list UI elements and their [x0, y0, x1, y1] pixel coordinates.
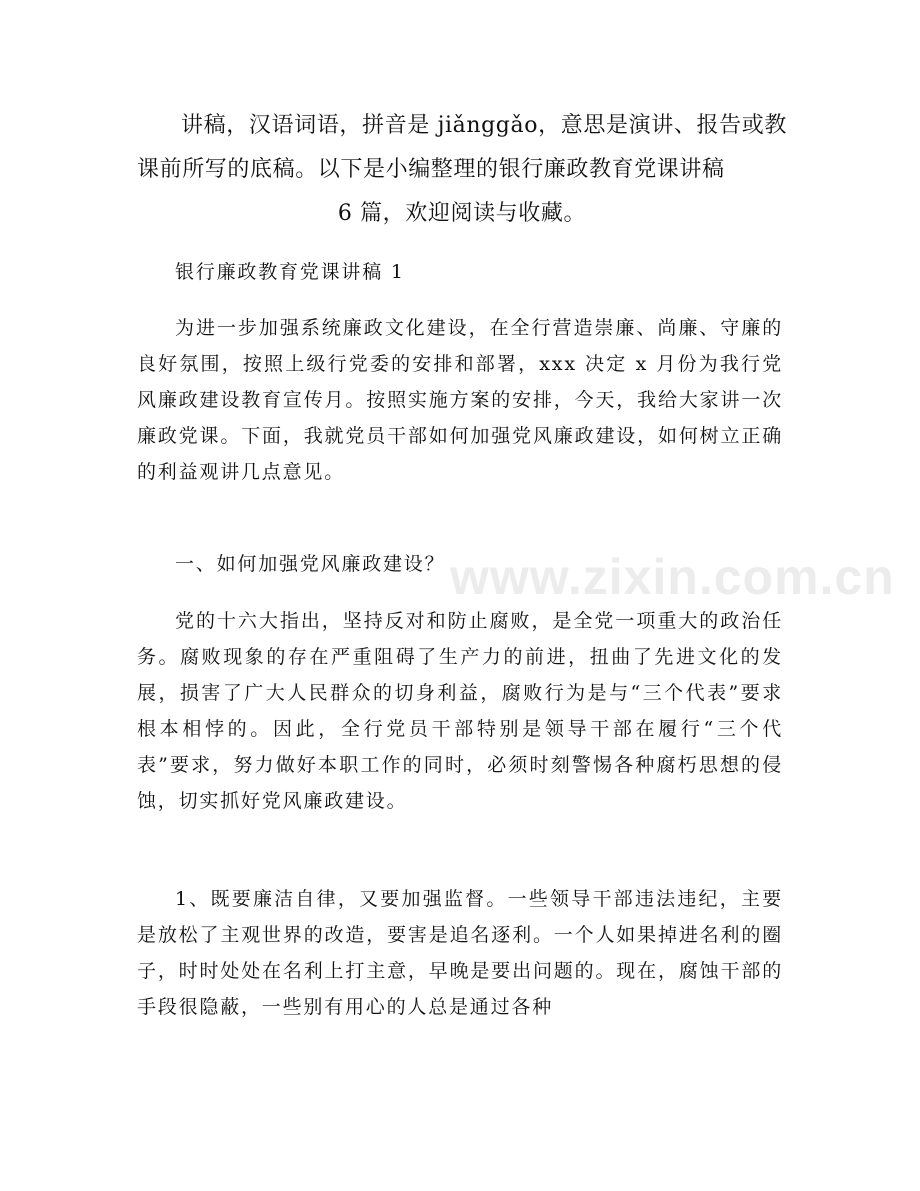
document-title: 银行廉政教育党课讲稿 1 — [175, 261, 405, 283]
body-paragraph-3: 1、既要廉洁自律，又要加强监督。一些领导干部违法违纪，主要是放松了主观世界的改造，要害是追名逐利。一个人如果掉进名利的圈子，时时处处在名利上打主意，早晚是要出问题的。现在，腐蚀干部的手段很隐蔽，一些别有用心的人总是通过各种 — [137, 888, 783, 1018]
watermark-text: www.zixin.com.cn — [450, 549, 895, 605]
body-paragraph-1: 为进一步加强系统廉政文化建设，在全行营造崇廉、尚廉、守廉的良好氛围，按照上级行党委的安排和部署，xxx 决定 x 月份为我行党风廉政建设教育宣传月。按照实施方案的安排，今天，我给大家讲一次廉政党课。下面，我就党员干部如何加强党风廉政建设，如何树立正确的利益观讲几点意见。 — [137, 317, 783, 483]
body-paragraph-2: 党的十六大指出，坚持反对和防止腐败，是全党一项重大的政治任务。腐败现象的存在严重阻碍了生产力的前进，扭曲了先进文化的发展，损害了广大人民群众的切身利益，腐败行为是与“三个代表”要求根本相悖的。因此，全行党员干部特别是领导干部在履行“三个代表”要求，努力做好本职工作的同时，必须时刻警惕各种腐朽思想的侵蚀，切实抓好党风廉政建设。 — [137, 610, 783, 812]
section-heading: 一、如何加强党风廉政建设？ — [175, 553, 446, 575]
intro-paragraph: 讲稿，汉语词语，拼音是 jiǎnggǎo，意思是演讲、报告或教课前所写的底稿。以下是小编整理的银行廉政教育党课讲稿 — [137, 113, 787, 182]
intro-last-line: 6 篇，欢迎阅读与收藏。 — [337, 201, 587, 226]
